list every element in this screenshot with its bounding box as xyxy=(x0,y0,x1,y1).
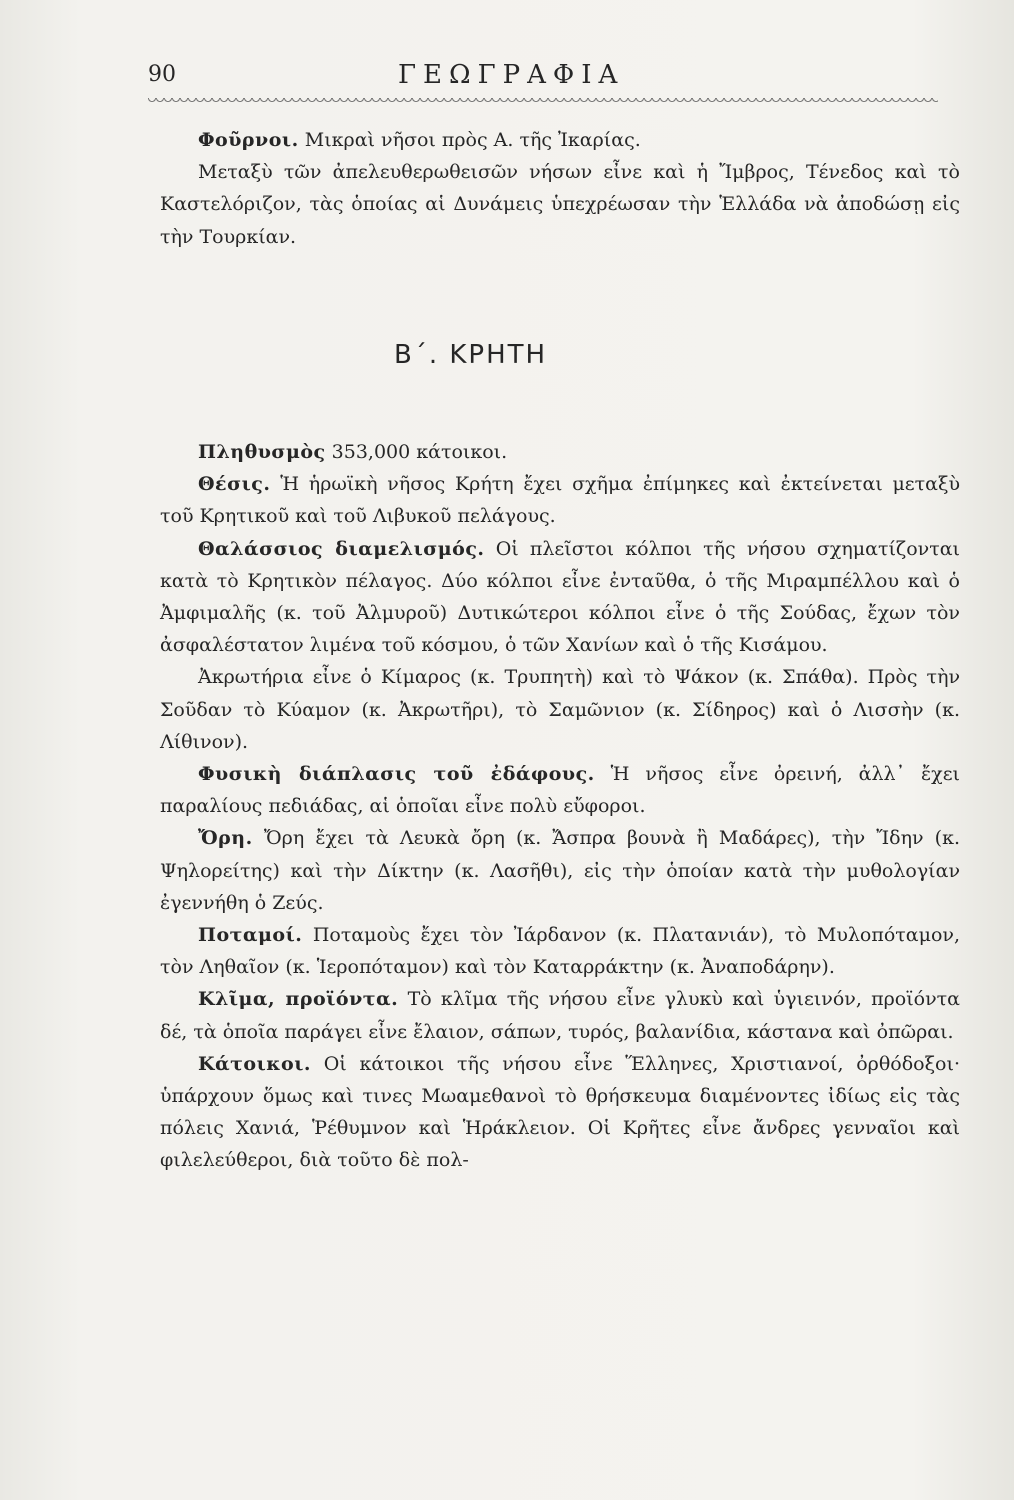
page-header xyxy=(148,60,938,104)
paragraph-body: 353,000 κάτοικοι. xyxy=(331,441,508,463)
running-title: ΓΕΩΓΡΑΦΙΑ xyxy=(398,60,625,90)
page-number: 90 xyxy=(148,62,176,87)
paragraph-body: Ἡ ἡρωϊκὴ νῆσος Κρήτη ἔχει σχῆμα ἐπίμηκες καὶ ἐκτείνεται μεταξὺ τοῦ Κρητικοῦ καὶ τοῦ Λιβυκοῦ πελάγους. xyxy=(160,473,961,528)
header-wavy-rule xyxy=(148,98,938,104)
paragraph-lead: Φυσικὴ διάπλασις τοῦ ἐδάφους. xyxy=(198,763,595,786)
paragraph-lead: Κλῖμα, προϊόντα. xyxy=(198,988,399,1011)
paragraph-body: Ἡ νῆσος εἶνε ὀρεινή, ἀλλ᾽ ἔχει παραλίους πεδιάδας, αἱ ὁποῖαι εἶνε πολὺ εὔφοροι. xyxy=(160,763,960,818)
paragraph-body: Οἱ κάτοικοι τῆς νήσου εἶνε Ἕλληνες, Χριστιανοί, ὀρθόδοξοι· ὑπάρχουν ὅμως καὶ τινες Μωαμεθανοὶ τὸ θρήσκευμα διαμένοντες ἰδίως εἰς τὰς πόλεις Χανιά, Ῥέθυμνον καὶ Ἡράκλειον. Οἱ Κρῆτες εἶνε ἄνδρες γενναῖοι καὶ φιλελεύθεροι, διὰ τοῦτο δὲ πολ- xyxy=(160,1052,960,1172)
paragraph-population xyxy=(160,436,960,468)
paragraph-terrain xyxy=(160,758,960,822)
paragraph-capes xyxy=(160,661,960,758)
paragraph-body: Τὸ κλῖμα τῆς νήσου εἶνε γλυκὺ καὶ ὑγιεινόν, προϊόντα δέ, τὰ ὁποῖα παράγει εἶνε ἔλαιον, σάπων, τυρός, βαλανίδια, κάστανα καὶ ὀπῶραι. xyxy=(160,988,960,1043)
paragraph-body: Οἱ πλεῖστοι κόλποι τῆς νήσου σχηματίζονται κατὰ τὸ Κρητικὸν πέλαγος. Δύο κόλποι εἶνε ἐνταῦθα, ὁ τῆς Μιραμπέλλου καὶ ὁ Ἀμφιμαλῆς (κ. τοῦ Ἀλμυροῦ) Δυτικώτεροι κόλποι εἶνε ὁ τῆς Σούδας, ἔχων τὸν ἀσφαλέστατον λιμένα τοῦ κόσμου, ὁ τῶν Χανίων καὶ ὁ τῆς Κισάμου. xyxy=(160,537,960,657)
paragraph-fournoi xyxy=(160,124,960,156)
intro-text xyxy=(160,124,960,253)
paragraph-lead: Κάτοικοι. xyxy=(198,1052,312,1075)
paragraph-lead: Πληθυσμὸς xyxy=(198,441,326,463)
paragraph-climate-products xyxy=(160,983,960,1047)
paragraph-body: Ποταμοὺς ἔχει τὸν Ἰάρδανον (κ. Πλατανιάν), τὸ Μυλοπόταμον, τὸν Ληθαῖον (κ. Ἱεροπόταμον) καὶ τὸν Καταρράκτην (κ. Ἀναποδάρην). xyxy=(160,924,961,979)
crete-section-text xyxy=(160,436,960,1177)
paragraph-lead: Θαλάσσιος διαμελισμός. xyxy=(198,537,485,560)
paragraph-lead: Ὄρη. xyxy=(198,827,253,850)
paragraph-lead: Φοῦρνοι. xyxy=(198,129,299,151)
paragraph-body: Ὄρη ἔχει τὰ Λευκὰ ὄρη (κ. Ἄσπρα βουνὰ ἢ Μαδάρες), τὴν Ἴδην (κ. Ψηλορείτης) καὶ τὴν Δίκτην (κ. Λασῆθι), εἰς τὴν ὁποίαν κατὰ τὴν μυθολογίαν ἐγεννήθη ὁ Ζεύς. xyxy=(160,827,960,914)
paragraph-body: Μεταξὺ τῶν ἀπελευθερωθεισῶν νήσων εἶνε καὶ ἡ Ἴμβρος, Τένεδος καὶ τὸ Καστελόριζον, τὰς ὁποίας αἱ Δυνάμεις ὑπεχρέωσαν τὴν Ἑλλάδα νὰ ἀποδώσῃ εἰς τὴν Τουρκίαν. xyxy=(160,161,960,248)
paragraph-lead: Ποταμοί. xyxy=(198,924,303,947)
paragraph-rivers xyxy=(160,919,960,983)
paragraph-mountains xyxy=(160,822,960,919)
paragraph-position xyxy=(160,468,960,532)
paragraph-liberated-islands xyxy=(160,156,960,253)
paragraph-body: Μικραὶ νῆσοι πρὸς Α. τῆς Ἰκαρίας. xyxy=(304,129,641,151)
section-heading: Β΄. ΚΡΗΤΗ xyxy=(394,340,548,370)
paragraph-body: Ἀκρωτήρια εἶνε ὁ Κίμαρος (κ. Τρυπητὴ) καὶ τὸ Ψάκον (κ. Σπάθα). Πρὸς τὴν Σοῦδαν τὸ Κύαμον (κ. Ἀκρωτῆρι), τὸ Σαμῶνιον (κ. Σίδηρος) καὶ ὁ Λισσὴν (κ. Λίθινον). xyxy=(160,666,960,753)
paragraph-inhabitants xyxy=(160,1048,960,1177)
paragraph-lead: Θέσις. xyxy=(198,473,271,496)
paragraph-coastline xyxy=(160,533,960,662)
